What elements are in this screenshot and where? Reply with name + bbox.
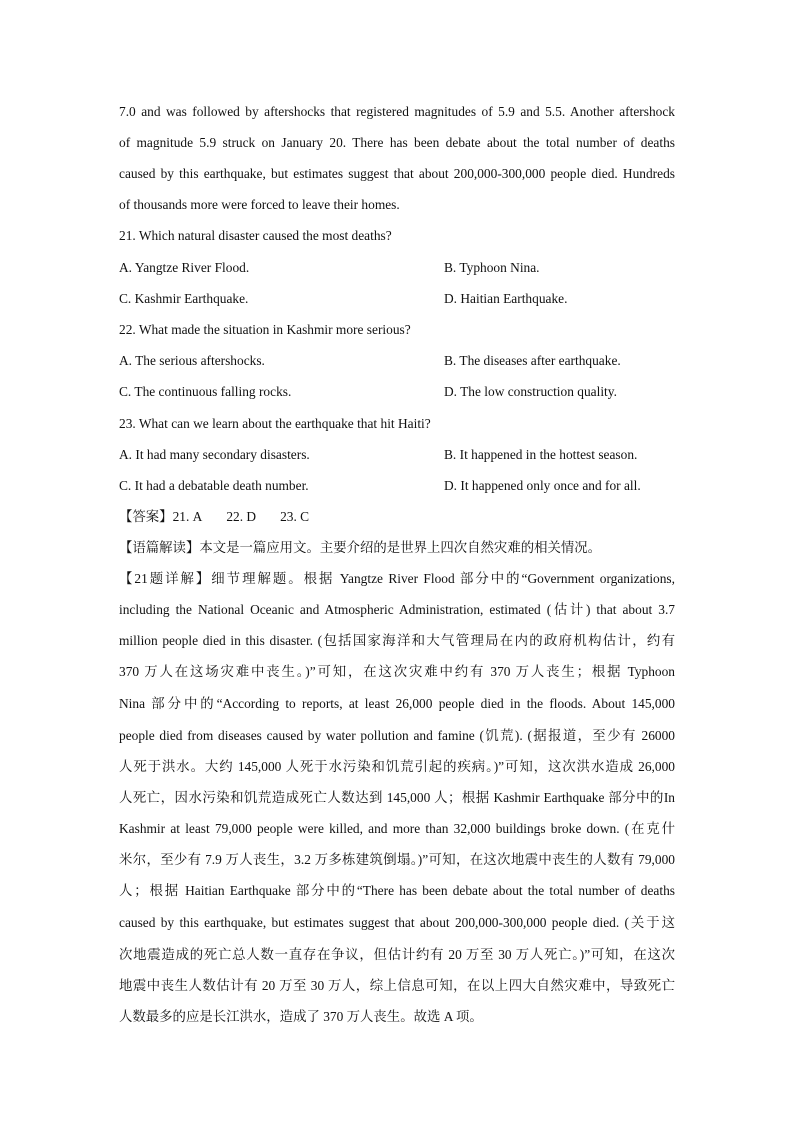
- answer-label: 【答案】: [119, 509, 173, 524]
- question-option: C. The continuous falling rocks.: [119, 384, 292, 399]
- explanation-line: 370 万人在这场灾难中丧生。)”可知，在这次灾难中约有 370 万人丧生；根据 Typhoon: [119, 664, 675, 679]
- question-stem: 22. What made the situation in Kashmir more serious?: [119, 322, 411, 337]
- question-stem: 21. Which natural disaster caused the most deaths?: [119, 228, 392, 243]
- answer-line: [119, 507, 309, 527]
- question-stem: 23. What can we learn about the earthquake that hit Haiti?: [119, 416, 431, 431]
- explanation-line: 人死亡，因水污染和饥荒造成死亡人数达到 145,000 人；根据 Kashmir Earthquake 部分中的In: [119, 790, 675, 805]
- explanation-line: Nina 部分中的“According to reports, at least 26,000 people died in the floods. About 145,000: [119, 696, 675, 711]
- question-option: B. Typhoon Nina.: [444, 260, 540, 275]
- passage-line: 7.0 and was followed by aftershocks that registered magnitudes of 5.9 and 5.5. Another aftershock: [119, 104, 675, 119]
- question-option: D. The low construction quality.: [444, 384, 617, 399]
- interpretation-label: 【语篇解读】: [119, 540, 200, 555]
- question-option: C. It had a debatable death number.: [119, 478, 309, 493]
- explanation-line: including the National Oceanic and Atmospheric Administration, estimated (估计) that about 3.7: [119, 602, 675, 617]
- explanation-line: caused by this earthquake, but estimates suggest that about 200,000-300,000 people died. (关于这: [119, 915, 675, 930]
- explanation-line: 人死于洪水。大约 145,000 人死于水污染和饥荒引起的疾病。)”可知，这次洪水造成 26,000: [119, 759, 675, 774]
- explanation-line: 地震中丧生人数估计有 20 万至 30 万人，综上信息可知，在以上四大自然灾难中，导致死亡: [119, 978, 675, 993]
- passage-line: of thousands more were forced to leave their homes.: [119, 197, 400, 212]
- explanation-line: 【21题详解】细节理解题。根据 Yangtze River Flood 部分中的“Government organizations,: [119, 571, 675, 586]
- question-option: B. It happened in the hottest season.: [444, 447, 638, 462]
- explanation-line: 人数最多的应是长江洪水，造成了 370 万人丧生。故选 A 项。: [119, 1009, 483, 1024]
- explanation-line: people died from diseases caused by water pollution and famine (饥荒). (据报道，至少有 26000: [119, 728, 675, 743]
- question-option: A. It had many secondary disasters.: [119, 447, 310, 462]
- passage-line: of magnitude 5.9 struck on January 20. There has been debate about the total number of deaths: [119, 135, 675, 150]
- question-option: A. Yangtze River Flood.: [119, 260, 250, 275]
- question-option: C. Kashmir Earthquake.: [119, 291, 249, 306]
- question-option: B. The diseases after earthquake.: [444, 353, 621, 368]
- explanation-line: 次地震造成的死亡总人数一直存在争议，但估计约有 20 万至 30 万人死亡。)”可知，在这次: [119, 947, 675, 962]
- explanation-line: 人；根据 Haitian Earthquake 部分中的“There has been debate about the total number of deaths: [119, 883, 675, 898]
- question-option: D. Haitian Earthquake.: [444, 291, 568, 306]
- question-option: A. The serious aftershocks.: [119, 353, 265, 368]
- explanation-line: million people died in this disaster. (包括国家海洋和大气管理局在内的政府机构估计，约有: [119, 633, 675, 648]
- question-option: D. It happened only once and for all.: [444, 478, 641, 493]
- explanation-line: Kashmir at least 79,000 people were killed, and more than 32,000 buildings broke down. (在克什: [119, 821, 675, 836]
- interpretation-line: [119, 538, 601, 558]
- passage-line: caused by this earthquake, but estimates suggest that about 200,000-300,000 people died. Hundreds: [119, 166, 675, 181]
- answer-21: 21. A: [172, 509, 203, 524]
- answer-23: 23. C: [280, 509, 310, 524]
- explanation-line: 米尔，至少有 7.9 万人丧生，3.2 万多栋建筑倒塌。)”可知，在这次地震中丧生的人数有 79,000: [119, 852, 675, 867]
- answer-22: 22. D: [226, 509, 257, 524]
- interpretation-text: 本文是一篇应用文。主要介绍的是世界上四次自然灾难的相关情况。: [199, 540, 602, 555]
